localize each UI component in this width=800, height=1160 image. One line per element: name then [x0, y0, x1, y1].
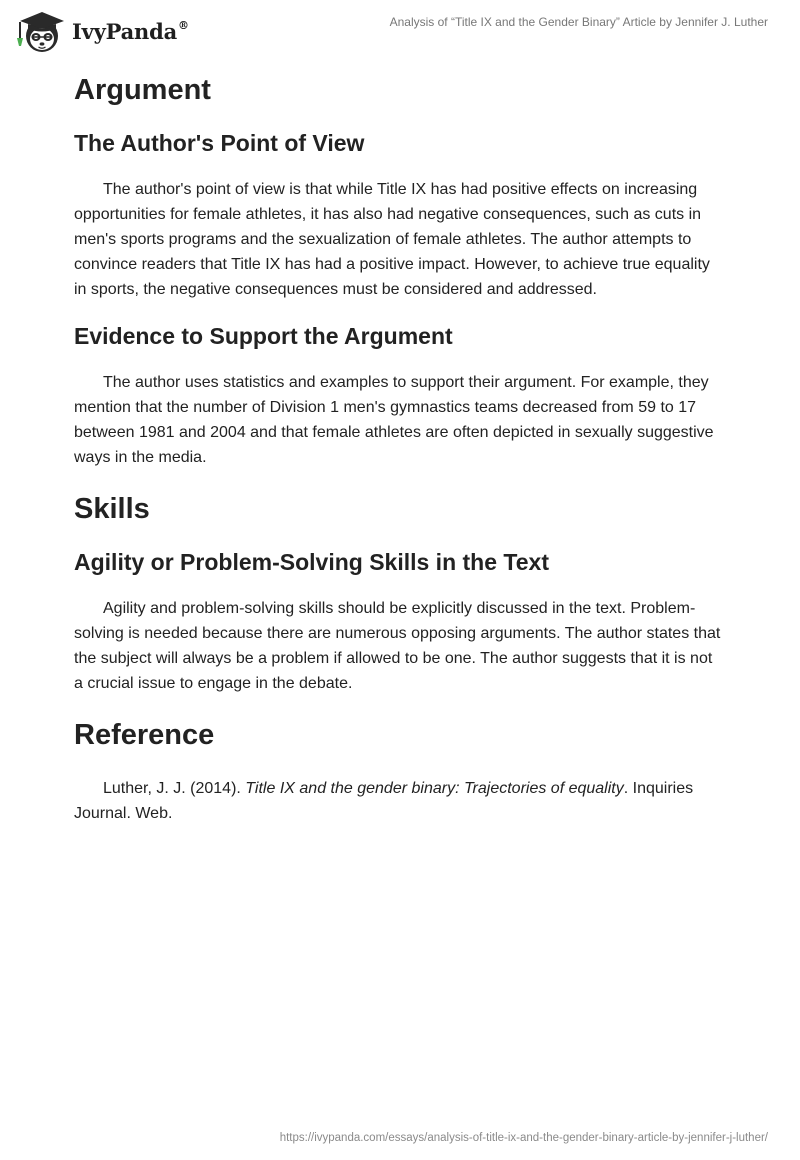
paragraph-agility — [74, 596, 724, 696]
registered-mark: ® — [178, 18, 189, 32]
heading-skills: Skills — [74, 493, 150, 525]
heading-point-of-view: The Author's Point of View — [74, 130, 365, 156]
heading-argument: Argument — [74, 74, 211, 106]
reference-work-title: Title IX and the gender binary: Trajectories of equality — [245, 780, 624, 797]
heading-agility: Agility or Problem-Solving Skills in the Text — [74, 549, 549, 575]
reference-source: . Inquiries Journal. Web. — [74, 780, 694, 822]
essay-content — [74, 68, 724, 826]
reference-entry — [74, 776, 724, 826]
heading-evidence: Evidence to Support the Argument — [74, 323, 453, 349]
heading-reference: Reference — [74, 719, 215, 751]
agility-line-1: Agility and problem-solving skills should be explicitly discussed in the text. Problem- — [103, 600, 696, 617]
page-header — [0, 0, 800, 60]
ivypanda-logo[interactable] — [14, 7, 189, 55]
panda-graduate-icon — [14, 8, 66, 54]
source-url[interactable]: https://ivypanda.com/essays/analysis-of-title-ix-and-the-gender-binary-article-by-jennifer-j-luther/ — [279, 1132, 768, 1144]
document-title: Analysis of “Title IX and the Gender Binary” Article by Jennifer J. Luther — [389, 15, 768, 29]
paragraph-point-of-view: The author's point of view is that while Title IX has had positive effects on increasing opportunities for female athletes, it has also had negative consequences, such as cuts in men's sports programs and the sexualization of female athletes. The author attempts to convince readers that Title IX has had a positive impact. However, to achieve true equality in sports, the negative consequences must be considered and addressed. — [74, 181, 710, 298]
agility-rest: solving is needed because there are numerous opposing arguments. The author states that the subject will always be a problem if allowed to be one. The author suggests that it is not a crucial issue to engage in the debate. — [74, 625, 721, 692]
logo-wordmark: IvyPanda® — [72, 18, 189, 44]
reference-authors: Luther, J. J. (2014). — [103, 780, 246, 797]
paragraph-evidence: The author uses statistics and examples to support their argument. For example, they mention that the number of Division 1 men's gymnastics teams decreased from 59 to 17 between 1981 and 2004 and that female athletes are often depicted in sexually suggestive ways in the media. — [74, 374, 714, 466]
